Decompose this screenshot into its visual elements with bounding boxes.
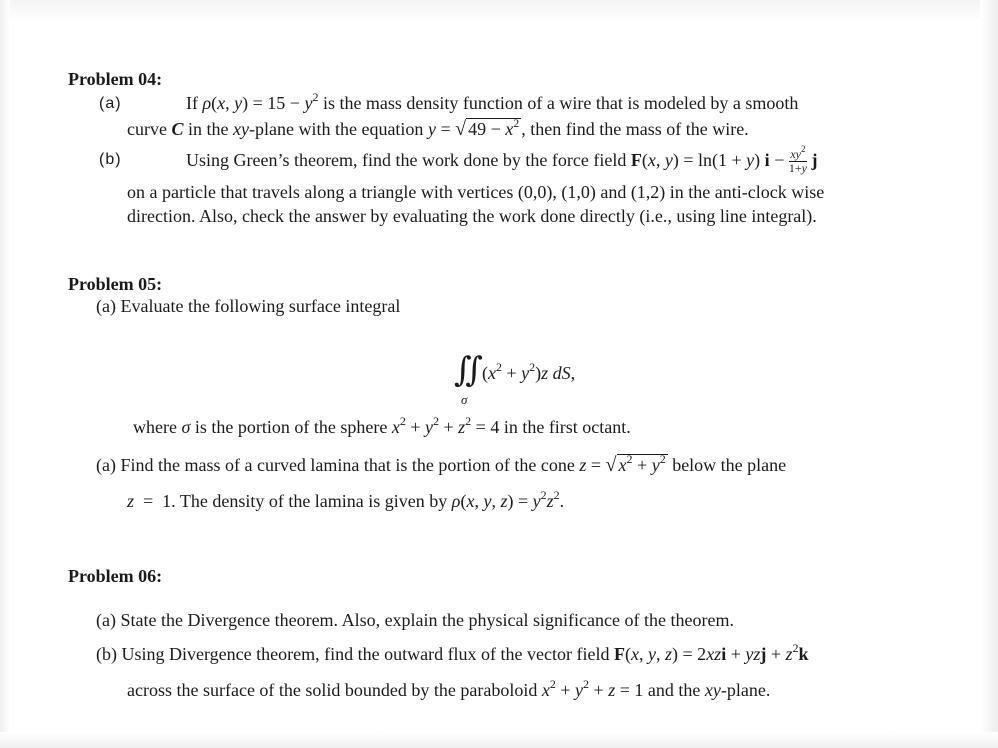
double-integral-sign: ∬	[454, 350, 483, 390]
math-display: $(x^2 + y^2)z$ dS,	[482, 360, 576, 383]
problem-04-part-a-line1	[186, 92, 798, 114]
math-display: curve C in the xy-plane with the equation y = √ $49 - x^2$ , then find the mass of the wire.	[127, 116, 749, 140]
math-display: where σ is the portion of the sphere $x^2 + y^2 + z^2 = 4$ in the first octant.	[133, 414, 631, 437]
problem-04-heading: Problem 04:	[68, 69, 163, 89]
problem-05-part-a-line1: (a) Evaluate the following surface integral	[96, 296, 401, 316]
problem-04-part-b-label: (b)	[99, 151, 122, 168]
problem-06-part-b-line2	[127, 679, 770, 701]
page-shadow-left	[0, 0, 10, 748]
page-shadow-top	[0, 0, 998, 22]
problem-06-part-a: (a) State the Divergence theorem. Also, explain the physical significance of the theorem.	[96, 610, 734, 630]
page-shadow-right	[980, 0, 998, 748]
math-display: z = 1. The density of the lamina is given by ρ(x, y, $z) = y^2z^2$.	[127, 488, 565, 511]
problem-05-part-b-line2	[127, 490, 564, 512]
problem-06-part-b-line1	[96, 643, 809, 665]
math-display: (a) Find the mass of a curved lamina that is the portion of the cone z = √ $x^2 + y^2$ below the plane	[96, 452, 787, 476]
problem-04-part-a-line2	[127, 118, 749, 140]
problem-04-part-b-line1	[186, 144, 818, 175]
math-display: Using Green’s theorem, find the work done by the force field F(x, y) = ln(1 + y) i − $\frac{xy^2}{1+y}$ j	[186, 144, 818, 175]
integral-subscript: σ	[461, 392, 468, 407]
problem-05-part-b-line1	[96, 454, 786, 476]
math-display: across the surface of the solid bounded by the paraboloid $x^2 + y^2 + z = 1$ and the xy-plane.	[127, 677, 771, 700]
math-display: If ρ(x, $y) = 15 - y^2$ is the mass density function of a wire that is modeled by a smooth	[186, 90, 799, 113]
problem-04-part-b-line2: on a particle that travels along a triangle with vertices (0,0), (1,0) and (1,2) in the anti-clock wise	[127, 182, 825, 202]
problem-04-part-a-label: (a)	[99, 95, 122, 112]
problem-04-part-b-line3: direction. Also, check the answer by evaluating the work done directly (i.e., using line integral).	[127, 206, 817, 226]
integrand	[482, 362, 575, 384]
problem-05-where-line	[133, 416, 631, 438]
problem-05-heading: Problem 05:	[68, 274, 163, 294]
page-shadow-bottom	[0, 732, 998, 748]
problem-06-heading: Problem 06:	[68, 566, 163, 586]
math-display: (b) Using Divergence theorem, find the outward flux of the vector field F(x, y, z) = 2xzi + yzj + $z^2k$	[96, 641, 809, 664]
